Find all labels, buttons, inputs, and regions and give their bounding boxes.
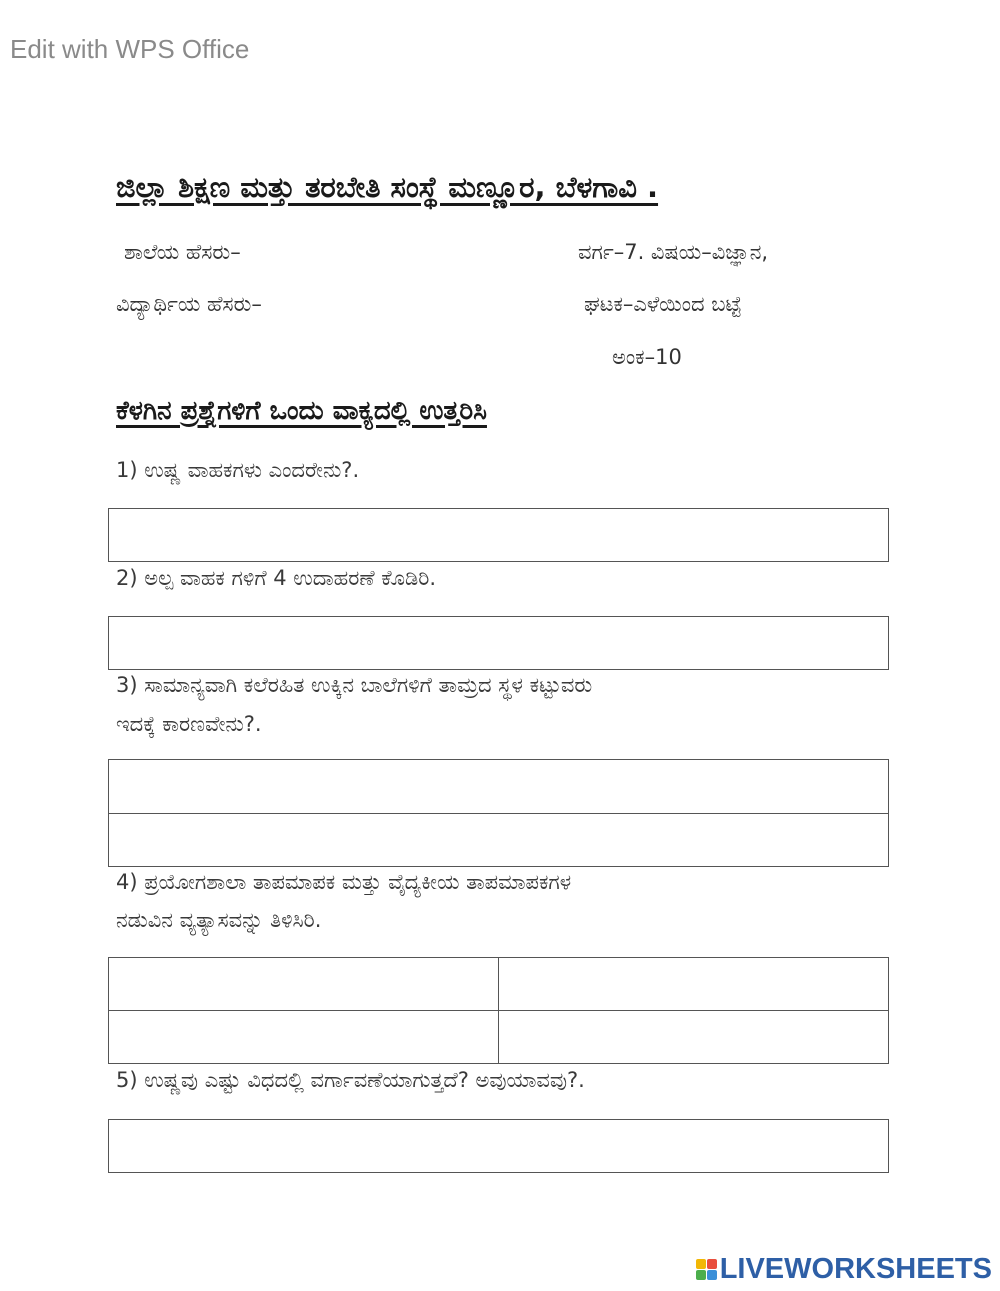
section-heading: ಕೆಳಗಿನ ಪ್ರಶ್ನೆಗಳಿಗೆ ಒಂದು ವಾಕ್ಯದಲ್ಲಿ ಉತ್ತರಿಸಿ [116,396,487,426]
wps-watermark: Edit with WPS Office [10,34,250,64]
question-3-line-2: ಇದಕ್ಕೆ ಕಾರಣವೇನು?. [116,712,262,736]
question-1: 1) ಉಷ್ಣ ವಾಹಕಗಳು ಎಂದರೇನು?. [116,458,360,482]
question-4-line-2: ನಡುವಿನ ವ್ಯತ್ಯಾಸವನ್ನು ತಿಳಿಸಿರಿ. [116,908,322,932]
logo-square [696,1259,706,1269]
answer-box-3-row-1[interactable] [109,760,888,814]
student-name-label: ವಿದ್ಯಾರ್ಥಿಯ ಹೆಸರು– [116,292,262,316]
question-5: 5) ಉಷ್ಣವು ಎಷ್ಟು ವಿಧದಲ್ಲಿ ವರ್ಗಾವಣೆಯಾಗುತ್ತದೆ? ಅವುಯಾವವು?. [116,1068,585,1092]
answer-box-4-cell[interactable] [499,958,889,1011]
class-subject-label: ವರ್ಗ–7. ವಿಷಯ–ವಿಜ್ಞಾನ, [578,240,769,264]
answer-box-3-row-2[interactable] [109,814,888,867]
question-4-line-1: 4) ಪ್ರಯೋಗಶಾಲಾ ತಾಪಮಾಪಕ ಮತ್ತು ವೈದ್ಯಕೀಯ ತಾಪಮಾಪಕಗಳ [116,870,572,894]
worksheet-title: ಜಿಲ್ಲಾ ಶಿಕ್ಷಣ ಮತ್ತು ತರಬೇತಿ ಸಂಸ್ಥೆ ಮಣ್ಣೂರ, ಬೆಳಗಾವಿ . [116,170,659,204]
question-3-line-1: 3) ಸಾಮಾನ್ಯವಾಗಿ ಕಲೆರಹಿತ ಉಕ್ಕಿನ ಬಾಲೆಗಳಿಗೆ ತಾಮ್ರದ ಸ್ಥಳ ಕಟ್ಟುವರು [116,673,593,697]
answer-box-1[interactable] [108,508,889,562]
answer-box-4-cell[interactable] [109,1011,499,1063]
answer-box-4 [108,957,889,1064]
question-2: 2) ಅಲ್ಪ ವಾಹಕ ಗಳಿಗೆ 4 ಉದಾಹರಣೆ ಕೊಡಿರಿ. [116,566,436,590]
unit-label: ಘಟಕ–ಎಳೆಯಿಂದ ಬಟ್ಟೆ [584,292,742,316]
answer-box-4-cell[interactable] [109,958,499,1011]
logo-square [707,1259,717,1269]
answer-box-5[interactable] [108,1119,889,1173]
school-name-label: ಶಾಲೆಯ ಹೆಸರು– [124,240,241,264]
answer-box-3 [108,759,889,867]
marks-label: ಅಂಕ–10 [612,345,682,369]
answer-box-2[interactable] [108,616,889,670]
liveworksheets-branding [696,1253,992,1286]
liveworksheets-wordmark: LIVEWORKSHEETS [719,1253,992,1285]
liveworksheets-logo-icon [696,1259,717,1280]
answer-box-4-cell[interactable] [499,1011,889,1063]
logo-square [696,1270,706,1280]
logo-square [707,1270,717,1280]
